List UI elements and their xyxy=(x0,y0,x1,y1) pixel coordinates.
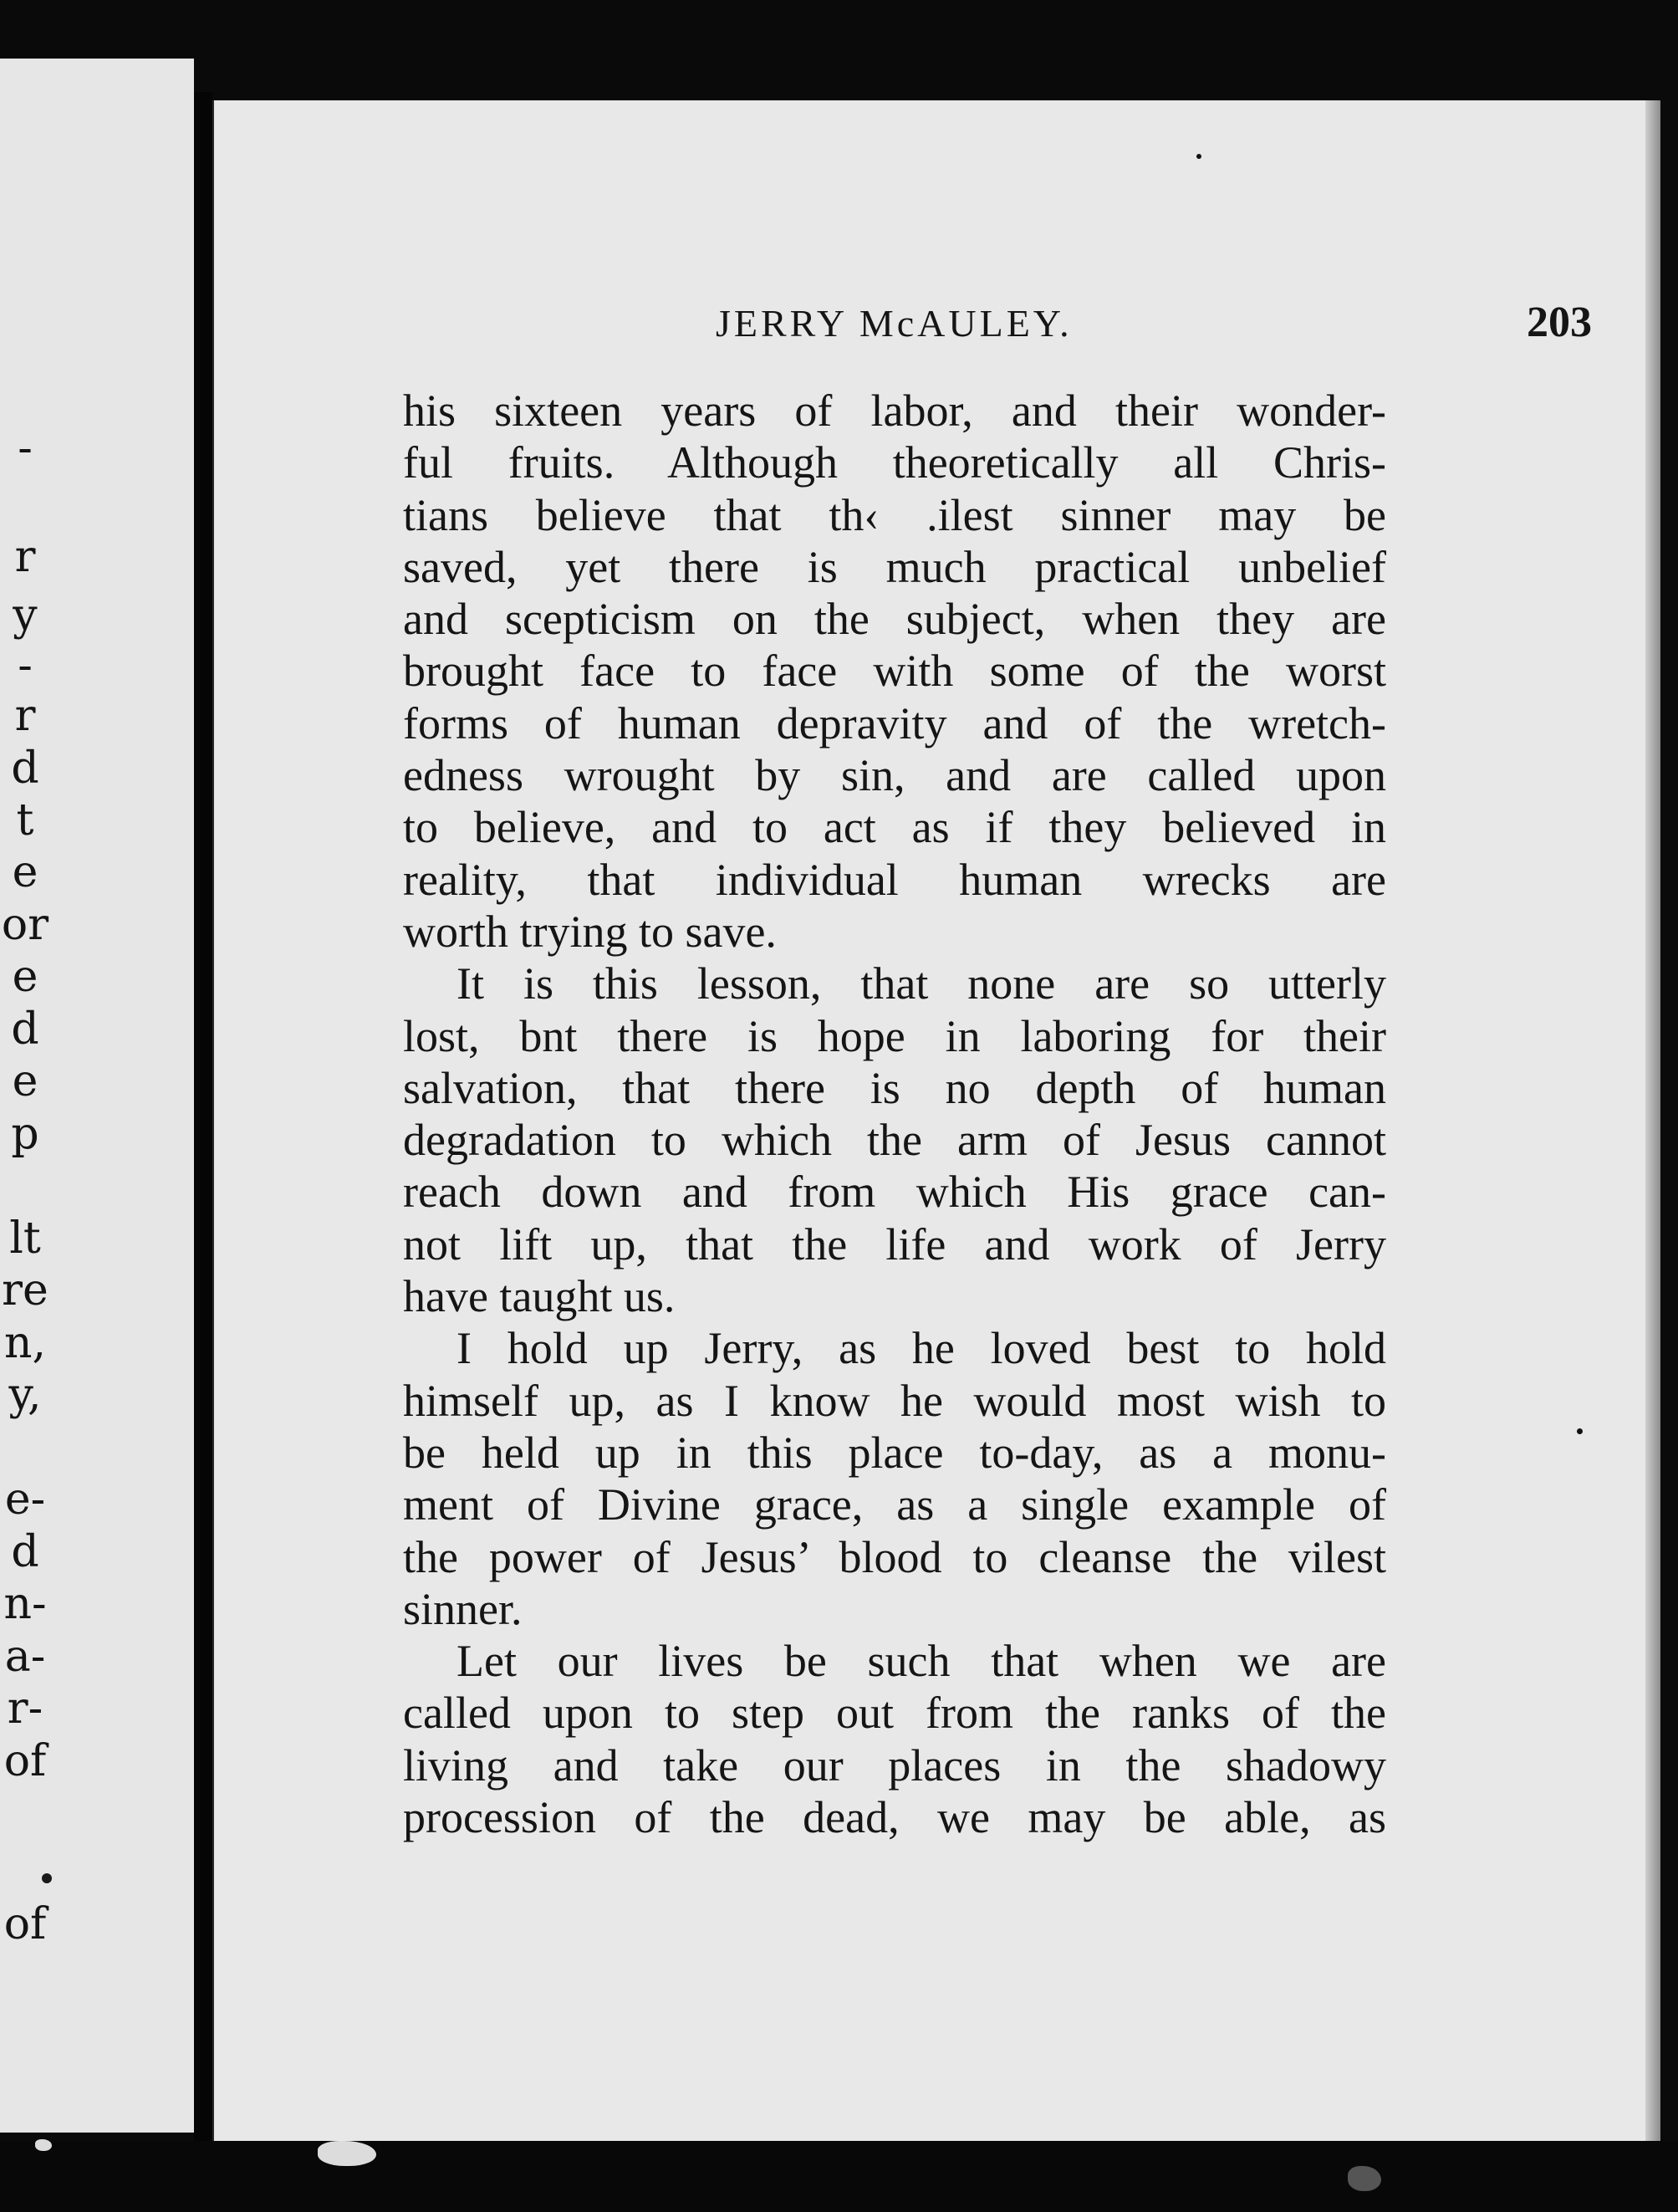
text-line: reality, that individual human wrecks are xyxy=(403,854,1386,905)
text-line: sinner. xyxy=(403,1583,523,1634)
bottom-shadow xyxy=(0,2141,1678,2212)
left-margin-letter: a- xyxy=(4,1632,46,1682)
left-margin-letter: e xyxy=(12,952,38,1002)
left-margin-letter: - xyxy=(18,423,33,473)
paper-smudge xyxy=(318,2141,376,2166)
text-line: reach down and from which His grace can- xyxy=(403,1167,1386,1218)
left-margin-letter: n- xyxy=(3,1579,47,1629)
left-margin-letter: d xyxy=(11,743,39,794)
left-margin-letter: r xyxy=(14,691,36,741)
ink-speck xyxy=(1196,154,1201,159)
left-margin-letter: y, xyxy=(8,1370,42,1420)
left-margin-letter: y xyxy=(13,590,38,641)
text-line: living and take our places in the shadowy xyxy=(403,1739,1386,1791)
left-margin-letter: lt xyxy=(9,1213,41,1264)
left-margin-letter: or xyxy=(1,900,49,950)
left-margin-letter: e xyxy=(12,1056,38,1106)
left-margin-letter: n, xyxy=(3,1318,47,1368)
page-number: 203 xyxy=(1527,299,1592,346)
text-line: worth trying to save. xyxy=(403,906,777,957)
paper-smudge xyxy=(1348,2166,1381,2191)
text-line: saved, yet there is much practical unbelief xyxy=(403,541,1386,592)
text-line: ment of Divine grace, as a single example of xyxy=(403,1479,1386,1530)
text-line: and scepticism on the subject, when they are xyxy=(403,594,1386,645)
paper-smudge xyxy=(35,2139,52,2151)
binding-gutter xyxy=(194,92,212,2183)
left-margin-letter: r- xyxy=(7,1683,43,1734)
text-line: forms of human depravity and of the wretch- xyxy=(403,697,1386,748)
text-line: It is this lesson, that none are so utterly xyxy=(456,958,1386,1009)
left-margin-letter: t xyxy=(16,795,34,845)
text-line: brought face to face with some of the worst xyxy=(403,646,1386,697)
book-page xyxy=(212,100,1660,2141)
text-line: I hold up Jerry, as he loved best to hold xyxy=(456,1323,1386,1374)
left-margin-letter: of xyxy=(3,1899,47,1949)
previous-page-fragment xyxy=(0,59,194,2133)
left-margin-letter: r xyxy=(14,532,36,582)
text-line: degradation to which the arm of Jesus cannot xyxy=(403,1115,1386,1166)
text-line: procession of the dead, we may be able, as xyxy=(403,1792,1386,1843)
left-margin-letter: re xyxy=(2,1265,48,1315)
text-line: to believe, and to act as if they believed in xyxy=(403,802,1386,853)
text-line: ful fruits. Although theoretically all Chris- xyxy=(403,437,1386,488)
text-line: lost, bnt there is hope in laboring for their xyxy=(403,1010,1386,1061)
left-margin-letter: e xyxy=(12,847,38,897)
body-text xyxy=(403,385,1386,1843)
page-edge-shadow xyxy=(1645,100,1660,2141)
text-line: tians believe that th‹ .ilest sinner may be xyxy=(403,489,1386,540)
left-margin-letter: e- xyxy=(4,1474,46,1525)
ink-speck xyxy=(1577,1428,1583,1434)
text-line: Let our lives be such that when we are xyxy=(456,1636,1386,1687)
running-head: JERRY McAULEY. xyxy=(716,302,1073,345)
left-margin-letter: - xyxy=(18,641,33,691)
text-line: his sixteen years of labor, and their wonder- xyxy=(403,386,1386,436)
left-margin-letter: d xyxy=(11,1527,39,1577)
ink-dot xyxy=(42,1873,52,1883)
left-margin-letter: p xyxy=(11,1109,39,1159)
text-line: himself up, as I know he would most wish to xyxy=(403,1375,1386,1426)
text-line: salvation, that there is no depth of human xyxy=(403,1062,1386,1113)
left-margin-letter: of xyxy=(3,1736,47,1786)
text-line: not lift up, that the life and work of Jerry xyxy=(403,1218,1386,1269)
text-line: edness wrought by sin, and are called upon xyxy=(403,750,1386,801)
text-line: the power of Jesus’ blood to cleanse the vilest xyxy=(403,1531,1386,1582)
left-margin-letter: d xyxy=(11,1004,39,1055)
text-line: have taught us. xyxy=(403,1271,676,1322)
text-line: be held up in this place to-day, as a monu- xyxy=(403,1427,1386,1478)
text-line: called upon to step out from the ranks of the xyxy=(403,1688,1386,1739)
